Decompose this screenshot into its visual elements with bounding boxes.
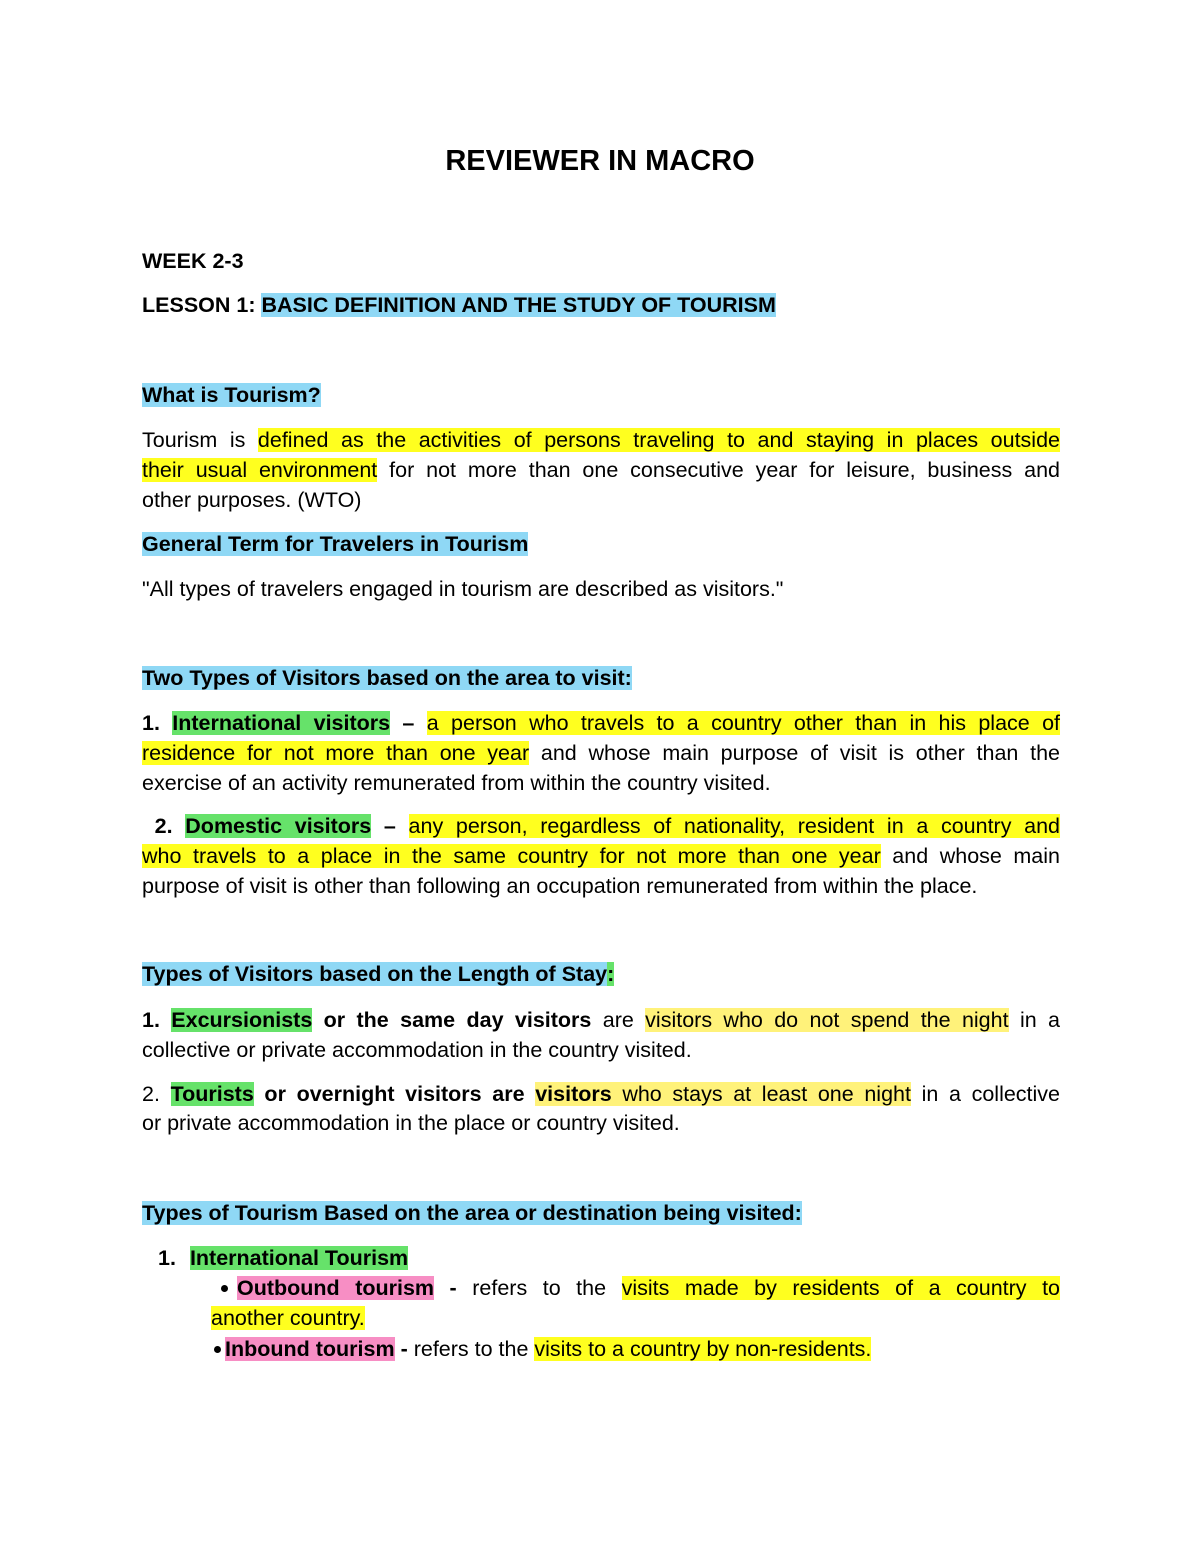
heading-colon: :	[607, 962, 615, 986]
term-tourists: Tourists	[170, 1082, 254, 1106]
term-outbound-tourism: Outbound tourism	[237, 1276, 435, 1300]
highlight-yellow: their usual environment	[142, 458, 378, 482]
bold-text: or the same day visitors	[312, 1008, 592, 1032]
week-label: WEEK 2-3	[142, 249, 244, 273]
text-run: in a collective	[910, 1082, 1061, 1106]
domestic-visitors-line-3: purpose of visit is other than following an occupation remunerated from within the place.	[142, 874, 978, 898]
bullet-icon	[221, 1285, 228, 1292]
term-domestic-visitors: Domestic visitors	[185, 814, 372, 838]
highlight-yellow: visits to a country by non-residents.	[534, 1337, 872, 1361]
dash: -	[394, 1337, 414, 1361]
international-visitors-line-3: exercise of an activity remunerated from within the country visited.	[142, 771, 771, 795]
highlight-light-yellow: visitors	[535, 1082, 612, 1106]
list-number: 1.	[142, 1008, 172, 1032]
text-run: refers to the	[472, 1276, 622, 1300]
bold-text: or overnight visitors are	[253, 1082, 536, 1106]
tourists-line-2: or private accommodation in the place or country visited.	[142, 1111, 680, 1135]
list-number: 1.	[158, 1246, 176, 1270]
highlight-yellow: residence for not more than one year	[142, 741, 530, 765]
highlight-light-yellow: visitors who do not spend the night	[645, 1008, 1009, 1032]
tourism-definition-line-2	[142, 455, 1060, 485]
term-international-tourism: International Tourism	[189, 1246, 409, 1270]
text-run: and whose main	[880, 844, 1060, 868]
outbound-tourism-line-2	[211, 1303, 1129, 1333]
international-visitors-line-1	[142, 708, 1060, 738]
domestic-visitors-line-2	[142, 841, 1060, 871]
excursionists-line-2: collective or private accommodation in the country visited.	[142, 1038, 692, 1062]
text-run: and whose main purpose of visit is other than the	[529, 741, 1060, 765]
term-inbound-tourism: Inbound tourism	[225, 1337, 395, 1361]
text-run: in a	[1008, 1008, 1060, 1032]
tourism-types-heading	[142, 1198, 1060, 1228]
highlight-yellow: another country.	[211, 1306, 365, 1330]
dash: –	[371, 814, 409, 838]
term-excursionists: Excursionists	[171, 1008, 313, 1032]
heading-text: What is Tourism?	[142, 383, 321, 407]
two-types-heading	[142, 663, 1060, 693]
outbound-tourism-line-1	[221, 1273, 1060, 1303]
heading-text: Two Types of Visitors based on the area to visit:	[142, 666, 632, 690]
list-number: 2.	[142, 1082, 171, 1106]
text-run: are	[591, 1008, 646, 1032]
bullet-icon	[214, 1346, 221, 1353]
heading-text: Types of Visitors based on the Length of Stay	[142, 962, 608, 986]
tourists-line-1	[142, 1079, 1060, 1109]
text-run: for not more than one consecutive year for leisure, business and	[377, 458, 1061, 482]
general-term-heading	[142, 529, 1060, 559]
lesson-line	[142, 290, 1060, 320]
lesson-label: LESSON 1:	[142, 293, 262, 317]
highlight-yellow: a person who travels to a country other than in his place of	[426, 711, 1061, 735]
international-visitors-line-2	[142, 738, 1060, 768]
excursionists-line-1	[142, 1005, 1060, 1035]
list-number: 1.	[142, 711, 173, 735]
highlight-yellow: any person, regardless of nationality, resident in a country and	[408, 814, 1061, 838]
heading-text: Types of Tourism Based on the area or destination being visited:	[142, 1201, 802, 1225]
highlight-yellow: visits made by residents of a country to	[621, 1276, 1061, 1300]
highlight-yellow: who travels to a place in the same country for not more than one year	[142, 844, 881, 868]
tourism-definition-line-3: other purposes. (WTO)	[142, 488, 362, 512]
term-international-visitors: International visitors	[172, 711, 391, 735]
length-of-stay-heading	[142, 959, 1060, 989]
dash: –	[390, 711, 427, 735]
list-number: 2.	[142, 814, 186, 838]
text-run: refers to the	[413, 1337, 535, 1361]
inbound-tourism-line	[214, 1334, 1132, 1364]
highlight-light-yellow: who stays at least one night	[611, 1082, 911, 1106]
lesson-topic: BASIC DEFINITION AND THE STUDY OF TOURISM	[261, 293, 776, 317]
what-is-tourism-heading	[142, 380, 1060, 410]
heading-text: General Term for Travelers in Tourism	[142, 532, 529, 556]
general-term-quote: "All types of travelers engaged in tourism are described as visitors."	[142, 577, 784, 601]
tourism-definition-line-1	[142, 425, 1060, 455]
dash: -	[434, 1276, 473, 1300]
text-run: Tourism is	[142, 428, 258, 452]
document-title: REVIEWER IN MACRO	[445, 145, 755, 177]
international-tourism-item	[158, 1243, 1076, 1273]
highlight-yellow: defined as the activities of persons traveling to and staying in places outside	[257, 428, 1060, 452]
domestic-visitors-line-1	[142, 811, 1060, 841]
